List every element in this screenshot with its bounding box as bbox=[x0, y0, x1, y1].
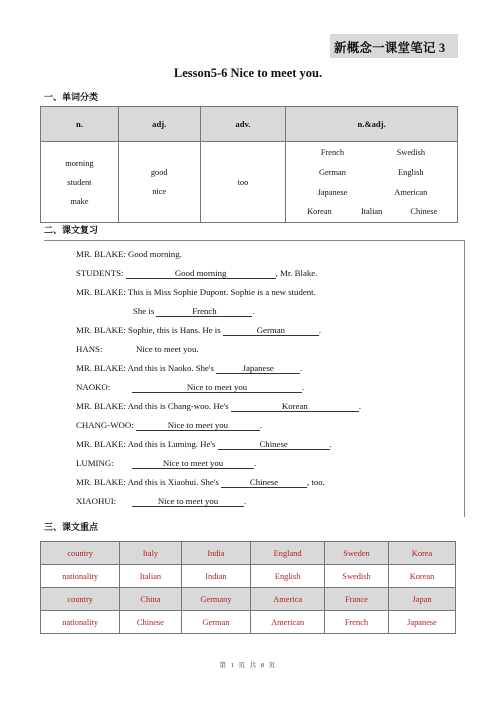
table-cell: Germany bbox=[181, 588, 251, 611]
adj-word: nice bbox=[152, 187, 167, 196]
table-cell: German bbox=[181, 611, 251, 634]
dialog-speaker: CHANG-WOO: bbox=[76, 420, 136, 430]
nationality-word: Swedish bbox=[396, 148, 426, 157]
section-heading-vocab: 一、单词分类 bbox=[44, 92, 99, 102]
dialog-text: MR. BLAKE: And this is Xiaohui. She's bbox=[76, 477, 222, 487]
table-cell: England bbox=[251, 542, 325, 565]
table-cell: American bbox=[251, 611, 325, 634]
table-row bbox=[41, 565, 456, 588]
table-cell: Korea bbox=[389, 542, 456, 565]
dialog-line bbox=[76, 401, 361, 412]
noun-word: make bbox=[70, 196, 89, 206]
table-cell: Sweden bbox=[324, 542, 388, 565]
nationality-word: German bbox=[318, 168, 346, 177]
table-cell: Chinese bbox=[120, 611, 181, 634]
table-row bbox=[41, 588, 456, 611]
dialog-speaker: STUDENTS: bbox=[76, 268, 126, 278]
dialog-line bbox=[76, 363, 302, 374]
dialog-text: MR. BLAKE: Sophie, this is Hans. He is bbox=[76, 325, 223, 335]
dialog-line bbox=[76, 477, 325, 488]
dialog-text: MR. BLAKE: And this is Naoko. She's bbox=[76, 363, 217, 373]
table-cell: country bbox=[41, 588, 120, 611]
dialog-line bbox=[76, 344, 199, 354]
answer-blank: Nice to meet you bbox=[132, 496, 244, 507]
dialog-text: , Mr. Blake. bbox=[275, 268, 318, 278]
page-footer: 第 1 页 共 8 页 bbox=[219, 662, 277, 669]
answer-blank: Nice to meet you bbox=[132, 458, 254, 469]
noun-word: morning bbox=[65, 158, 94, 168]
vocab-header-cell: adj. bbox=[118, 107, 200, 142]
vocab-header-row bbox=[41, 107, 458, 142]
dialog-line bbox=[76, 458, 256, 469]
adv-cell bbox=[200, 142, 286, 223]
adj-word: good bbox=[150, 168, 168, 177]
dialog-text: Nice to meet you. bbox=[136, 344, 199, 354]
answer-blank: Good morning bbox=[126, 268, 276, 279]
dialog-speaker: NAOKO: bbox=[76, 382, 111, 392]
table-cell: Japan bbox=[389, 588, 456, 611]
table-cell: Korean bbox=[389, 565, 456, 588]
dialog-text: . bbox=[259, 420, 263, 430]
nationality-word: American bbox=[394, 188, 428, 197]
table-cell: China bbox=[120, 588, 181, 611]
nationality-word: Japanese bbox=[317, 188, 348, 197]
dialog-text: She is bbox=[133, 306, 157, 316]
dialog-line bbox=[76, 249, 182, 259]
vocab-body-row bbox=[41, 142, 458, 223]
dialog-text: MR. BLAKE: This is Miss Sophie Dupont. Sophie is a new student. bbox=[76, 287, 316, 297]
nationality-word: English bbox=[398, 168, 424, 177]
dialog-text: . bbox=[329, 439, 332, 449]
table-cell: Italian bbox=[120, 565, 181, 588]
dialog-speaker: LUMING: bbox=[76, 458, 114, 468]
header-title: 新概念一课堂笔记 3 bbox=[334, 41, 446, 55]
answer-blank: Nice to meet you bbox=[132, 382, 302, 393]
lesson-title: Lesson5-6 Nice to meet you. bbox=[173, 66, 323, 80]
table-cell: English bbox=[251, 565, 325, 588]
table-cell: Italy bbox=[120, 542, 181, 565]
country-nationality-table bbox=[40, 541, 456, 634]
table-cell: nationality bbox=[41, 565, 120, 588]
vocab-table bbox=[40, 106, 458, 223]
table-cell: French bbox=[324, 611, 388, 634]
dialog-text: MR. BLAKE: And this is Chang-woo. He's bbox=[76, 401, 231, 411]
table-cell: India bbox=[181, 542, 251, 565]
answer-blank: Chinese bbox=[221, 477, 307, 488]
dialog-line bbox=[133, 306, 255, 317]
dialog-text: MR. BLAKE: And this is Luming. He's bbox=[76, 439, 218, 449]
vocab-header-cell: n.&adj. bbox=[286, 107, 458, 142]
dialog-line bbox=[76, 287, 316, 297]
dialog-text: . bbox=[252, 306, 255, 316]
dialog-text: . bbox=[254, 458, 257, 468]
section-heading-focus: 三、课文重点 bbox=[44, 522, 99, 532]
answer-blank: Chinese bbox=[218, 439, 330, 450]
section-heading-review: 二、课文复习 bbox=[44, 225, 99, 235]
dialog-speaker: XIAOHUI: bbox=[76, 496, 117, 506]
nationality-word: Chinese bbox=[410, 207, 438, 216]
answer-blank: French bbox=[156, 306, 252, 317]
answer-blank: Nice to meet you bbox=[136, 420, 260, 431]
nationality-cell bbox=[286, 142, 458, 223]
dialog-speaker: HANS: bbox=[76, 344, 103, 354]
dialog-text: , too. bbox=[307, 477, 325, 487]
table-cell: nationality bbox=[41, 611, 120, 634]
dialog-text: . bbox=[302, 382, 305, 392]
dialog-line bbox=[76, 268, 317, 279]
dialog-text: . bbox=[244, 496, 247, 506]
noun-word: student bbox=[67, 177, 92, 187]
table-row bbox=[41, 611, 456, 634]
dialog-line bbox=[76, 439, 332, 450]
vocab-header-cell: n. bbox=[41, 107, 119, 142]
dialog-text: MR. BLAKE: Good morning. bbox=[76, 249, 182, 259]
answer-blank: Japanese bbox=[216, 363, 300, 374]
table-cell: Indian bbox=[181, 565, 251, 588]
nationality-word: Korean bbox=[307, 207, 332, 216]
dialog-line bbox=[76, 420, 262, 431]
vocab-header-cell: adv. bbox=[200, 107, 286, 142]
dialog-line bbox=[76, 325, 321, 336]
answer-blank: Korean bbox=[231, 401, 359, 412]
dialog-text: . bbox=[318, 325, 322, 335]
noun-cell bbox=[41, 142, 119, 223]
dialog-box bbox=[44, 240, 465, 517]
dialog-text: . bbox=[300, 363, 303, 373]
nationality-word: French bbox=[320, 148, 345, 157]
nationality-word: Italian bbox=[360, 207, 383, 216]
table-cell: America bbox=[251, 588, 325, 611]
dialog-line bbox=[76, 382, 304, 393]
table-cell: Swedish bbox=[324, 565, 388, 588]
table-cell: country bbox=[41, 542, 120, 565]
table-cell: Japanese bbox=[389, 611, 456, 634]
adv-word: too bbox=[237, 177, 249, 187]
answer-blank: German bbox=[223, 325, 319, 336]
adj-cell bbox=[118, 142, 200, 223]
dialog-text: . bbox=[358, 401, 362, 411]
table-row bbox=[41, 542, 456, 565]
dialog-line bbox=[76, 496, 246, 507]
table-cell: France bbox=[324, 588, 388, 611]
